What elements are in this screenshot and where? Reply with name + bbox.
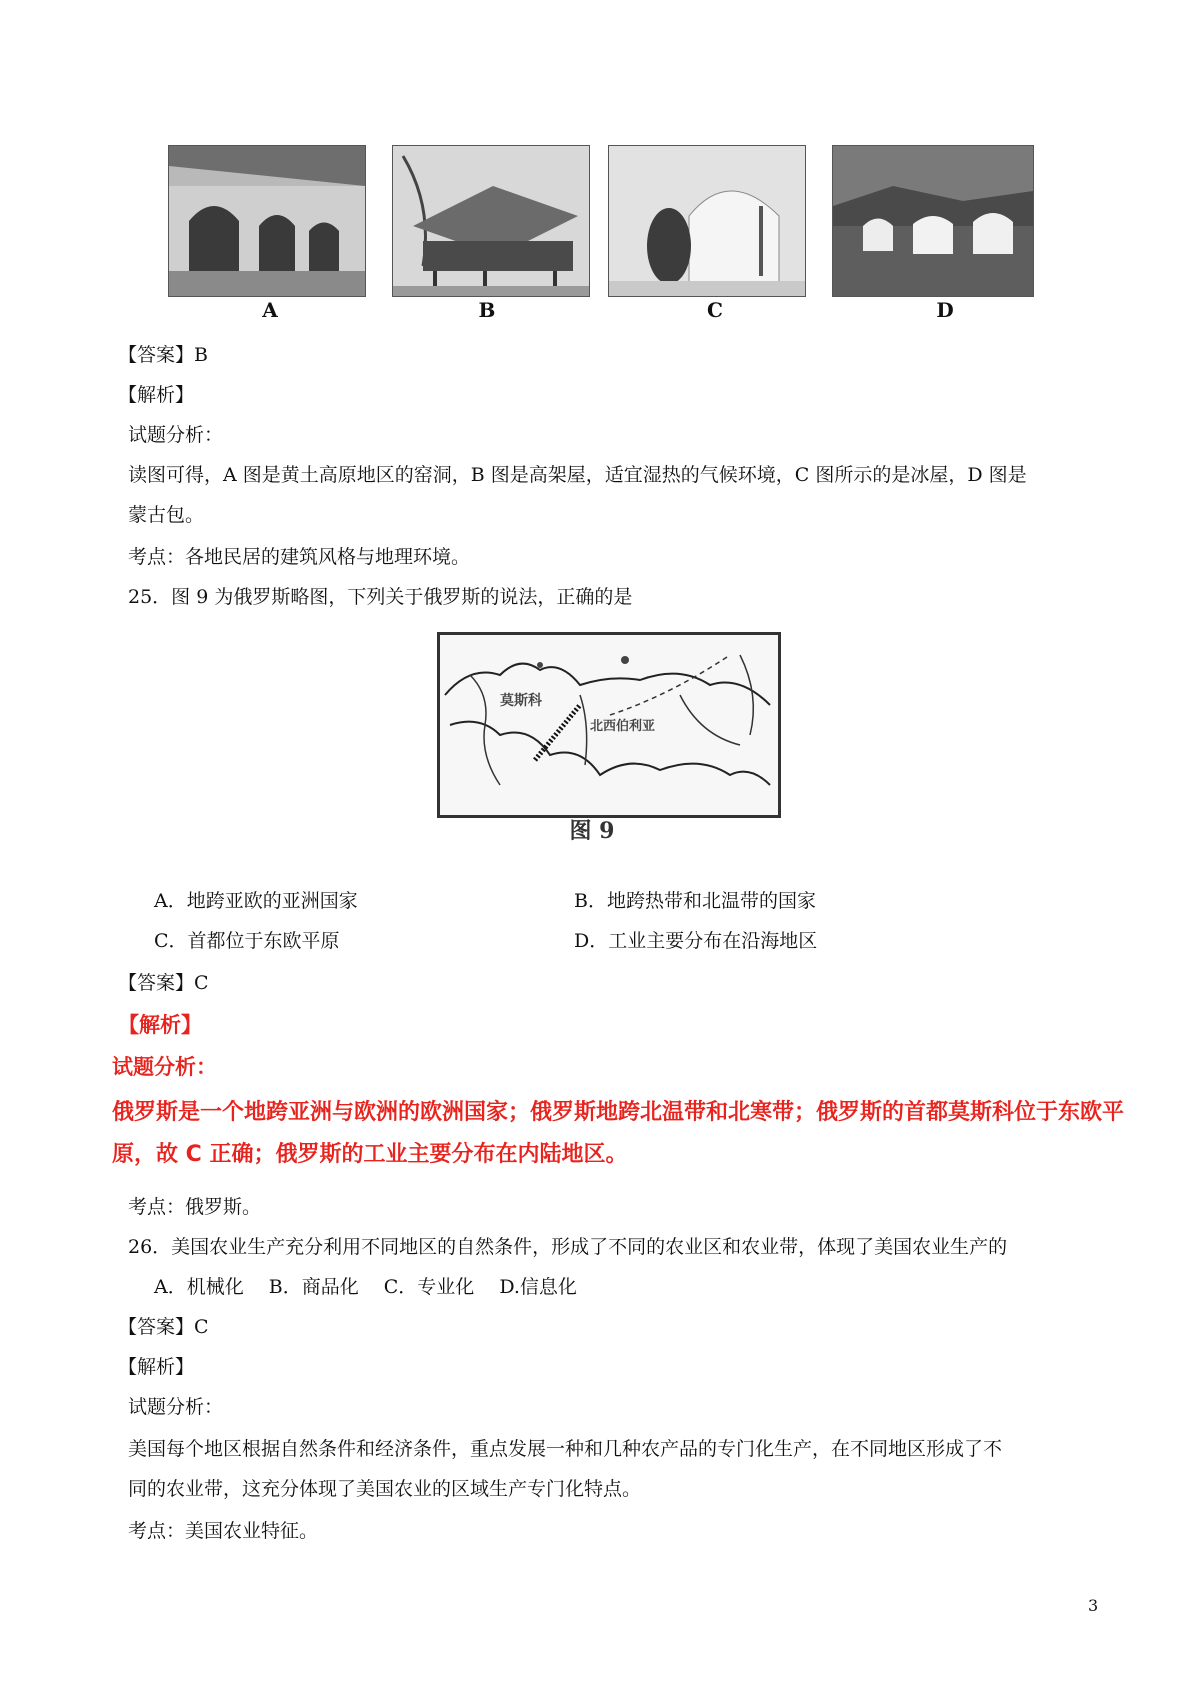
map-label-siberia: 北西伯利亚 — [590, 719, 656, 734]
photo-cave-dwelling — [168, 145, 366, 297]
figure-label-a: A — [262, 298, 278, 322]
q25-analysis-subheading: 试题分析： — [112, 1055, 217, 1079]
figure-label-c: C — [707, 298, 723, 322]
q26-answer: 【答案】C — [118, 1316, 209, 1338]
map-label-moscow: 莫斯科 — [500, 693, 542, 709]
q25-option-b: B．地跨热带和北温带的国家 — [574, 890, 816, 912]
page-number: 3 — [1088, 1596, 1099, 1615]
q24-analysis-line-2: 蒙古包。 — [128, 504, 205, 526]
q24-analysis-heading: 【解析】 — [118, 384, 195, 406]
q26-kaodian: 考点：美国农业特征。 — [128, 1520, 319, 1542]
q25-analysis-line-2: 原，故 C 正确；俄罗斯的工业主要分布在内陆地区。 — [112, 1142, 628, 1167]
q24-analysis-subheading: 试题分析： — [128, 424, 224, 446]
q26-analysis-heading: 【解析】 — [118, 1356, 195, 1378]
photo-igloo — [608, 145, 806, 297]
q25-kaodian: 考点：俄罗斯。 — [128, 1196, 262, 1218]
q26-stem: 26．美国农业生产充分利用不同地区的自然条件，形成了不同的农业区和农业带，体现了美国农业生产的 — [128, 1236, 1008, 1258]
q24-answer: 【答案】B — [118, 344, 208, 366]
q25-analysis-line-1: 俄罗斯是一个地跨亚洲与欧洲的欧洲国家；俄罗斯地跨北温带和北寒带；俄罗斯的首都莫斯科位于东欧平 — [112, 1100, 1125, 1125]
q25-option-d: D．工业主要分布在沿海地区 — [574, 930, 818, 952]
map-caption: 图 9 — [569, 818, 615, 844]
q24-analysis-line-1: 读图可得，A 图是黄土高原地区的窑洞，B 图是高架屋，适宜湿热的气候环境，C 图所示的是冰屋，D 图是 — [128, 464, 1027, 486]
q25-option-a: A．地跨亚欧的亚洲国家 — [154, 890, 358, 912]
figure-label-b: B — [478, 298, 496, 322]
q25-option-c: C．首都位于东欧平原 — [154, 930, 340, 952]
q24-kaodian: 考点：各地民居的建筑风格与地理环境。 — [128, 546, 471, 568]
russia-map — [437, 632, 781, 818]
figure-label-d: D — [936, 298, 954, 322]
q26-analysis-line-2: 同的农业带，这充分体现了美国农业的区域生产专门化特点。 — [128, 1478, 642, 1500]
q25-answer: 【答案】C — [118, 972, 209, 994]
photo-stilt-house — [392, 145, 590, 297]
photo-yurt — [832, 145, 1034, 297]
q25-stem: 25．图 9 为俄罗斯略图，下列关于俄罗斯的说法，正确的是 — [128, 586, 633, 608]
q26-options: A．机械化 B．商品化 C．专业化 D.信息化 — [154, 1276, 577, 1298]
q25-analysis-heading: 【解析】 — [118, 1013, 202, 1037]
q26-analysis-subheading: 试题分析： — [128, 1396, 224, 1418]
q26-analysis-line-1: 美国每个地区根据自然条件和经济条件，重点发展一种和几种农产品的专门化生产，在不同地区形成了不 — [128, 1438, 1003, 1460]
